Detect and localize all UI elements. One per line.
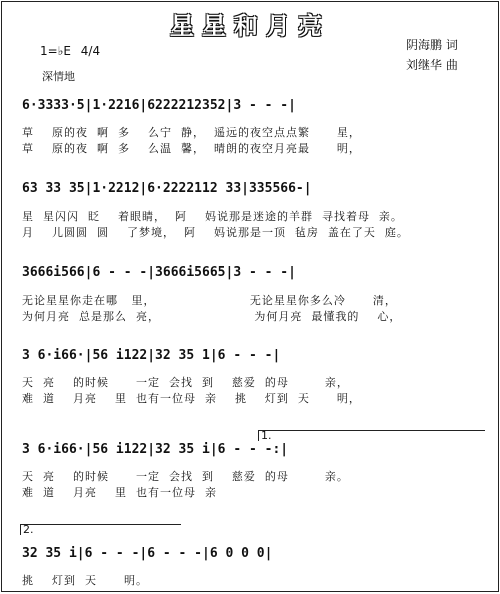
notation-row-6: 32 35 i|6 - - -|6 - - -|6 0 0 0| [22,546,273,561]
notation-row-1: 6·3333·5|1·2216|6222212352|3 - - -| [22,98,296,113]
second-ending-bracket [20,524,181,535]
key: 1=♭E [40,44,71,58]
notation-row-3: 3666i566|6 - - -|3666i5665|3 - - -| [22,265,296,280]
tempo-marking: 深情地 [42,70,75,83]
first-ending-label: 1. [261,429,272,442]
notation-row-5: 3 6·i66·|56 i122|32 35 i|6 - - -:| [22,442,289,457]
second-ending-label: 2. [23,523,34,536]
lyric-row-3-verse-2: 为何月亮 总是那么 亮， 为何月亮 最懂我的 心， [22,310,402,323]
lyric-row-1-verse-2: 草 原的夜 啊 多 么温 馨， 晴朗的夜空月亮最 明， [22,142,361,155]
key-signature [40,44,100,58]
notation-row-4: 3 6·i66·|56 i122|32 35 1|6 - - -| [22,348,281,363]
lyric-row-4-verse-1: 天 亮 的时候 一定 会找 到 慈爱 的母 亲， [22,376,349,389]
lyricist-credit: 阴海鹏 词 [406,38,458,52]
lyric-row-6-verse-1: 挑 灯到 天 明。 [22,574,148,587]
lyric-row-1-verse-1: 草 原的夜 啊 多 么宁 静， 遥远的夜空点点繁 星， [22,126,361,139]
lyric-row-4-verse-2: 难 道 月亮 里 也有一位母 亲 挑 灯到 天 明， [22,392,361,405]
score-page [1,1,499,592]
time-signature: 4/4 [80,44,101,58]
notation-row-2: 63 33 35|1·2212|6·2222112 33|335566-| [22,181,312,196]
song-title: 星星和月亮 [170,11,330,40]
lyric-row-3-verse-1: 无论星星你走在哪 里， 无论星星你多么冷 清， [22,294,397,307]
lyric-row-5-verse-2: 难 道 月亮 里 也有一位母 亲 [22,486,217,499]
composer-credit: 刘继华 曲 [406,58,458,72]
lyric-row-2-verse-2: 月 儿圆圆 圆 了梦境， 阿 妈说那是一顶 毡房 盖在了天 庭。 [22,226,409,239]
lyric-row-5-verse-1: 天 亮 的时候 一定 会找 到 慈爱 的母 亲。 [22,470,349,483]
first-ending-bracket [258,430,485,441]
lyric-row-2-verse-1: 星 星闪闪 眨 着眼睛， 阿 妈说那是迷途的羊群 寻找着母 亲。 [22,210,403,223]
